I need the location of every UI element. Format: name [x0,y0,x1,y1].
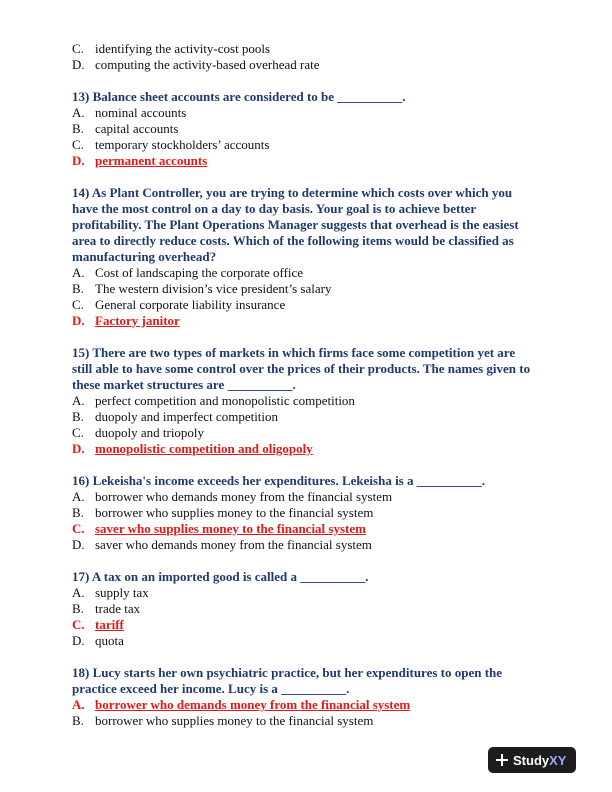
correct-answer [72,153,572,169]
option-letter: C. [72,617,85,632]
option-letter: A. [72,697,85,712]
option-letter: B. [72,409,84,424]
option-text: borrower who demands money from the financial system [95,697,411,712]
option-text: temporary stockholders’ accounts [95,137,270,152]
option-letter: B. [72,713,84,728]
option-text: duopoly and triopoly [95,425,205,440]
option-text: tariff [95,617,124,632]
option-text: The western division’s vice president’s salary [95,281,332,296]
option-d [72,633,572,649]
plus-icon [496,754,508,766]
option-letter: A. [72,265,85,280]
correct-answer [72,521,572,537]
question-17: 17) A tax on an imported good is called a __________. [72,569,369,584]
question-14-line: have the most control on a day to day basis. Your goal is to achieve better [72,201,477,216]
option-a [72,265,572,281]
option-d [72,537,572,553]
option-letter: D. [72,57,85,72]
option-letter: C. [72,297,84,312]
option-c [72,425,572,441]
correct-answer [72,441,572,457]
option-a [72,105,572,121]
question-14-line: 14) As Plant Controller, you are trying to determine which costs over which you [72,185,513,200]
option-text: capital accounts [95,121,179,136]
option-a [72,489,572,505]
option-text: Factory janitor [95,313,180,328]
question-14-line: manufacturing overhead? [72,249,217,264]
option-c [72,297,572,313]
option-text: permanent accounts [95,153,208,168]
option-text: General corporate liability insurance [95,297,286,312]
option-letter: A. [72,489,85,504]
option-c [72,41,572,57]
question-14-line: profitability. The Plant Operations Manager suggests that overhead is the easiest [72,217,519,232]
option-text: nominal accounts [95,105,187,120]
option-text: supply tax [95,585,149,600]
option-letter: C. [72,521,85,536]
option-text: quota [95,633,124,648]
brand-xy: XY [549,752,567,768]
question-13: 13) Balance sheet accounts are considered to be __________. [72,89,406,104]
option-text: borrower who demands money from the financial system [95,489,393,504]
option-letter: A. [72,585,85,600]
question-15-line: these market structures are __________. [72,377,296,392]
option-letter: C. [72,425,84,440]
option-letter: D. [72,537,85,552]
option-text: borrower who supplies money to the financial system [95,505,374,520]
option-c [72,137,572,153]
option-letter: C. [72,41,84,56]
option-text: monopolistic competition and oligopoly [95,441,313,456]
question-18-line: 18) Lucy starts her own psychiatric practice, but her expenditures to open the [72,665,503,680]
option-text: Cost of landscaping the corporate office [95,265,304,280]
option-b [72,713,572,729]
question-15-line: 15) There are two types of markets in which firms face some competition yet are [72,345,516,360]
option-text: identifying the activity-cost pools [95,41,271,56]
option-text: duopoly and imperfect competition [95,409,279,424]
option-letter: D. [72,441,85,456]
question-15-line: still able to have some control over the prices of their products. The names given to [72,361,531,376]
option-text: borrower who supplies money to the financial system [95,713,374,728]
option-d [72,57,572,73]
option-text: saver who demands money from the financial system [95,537,372,552]
option-b [72,601,572,617]
document-page [72,41,572,729]
brand-study: Study [513,752,550,768]
option-text: computing the activity-based overhead rate [95,57,320,72]
option-text: perfect competition and monopolistic competition [95,393,355,408]
option-b [72,281,572,297]
option-text: trade tax [95,601,141,616]
correct-answer [72,697,572,713]
question-18-line: practice exceed her income. Lucy is a __________. [72,681,350,696]
option-letter: D. [72,633,85,648]
option-letter: D. [72,153,85,168]
option-a [72,585,572,601]
option-letter: A. [72,393,85,408]
option-letter: C. [72,137,84,152]
studyxy-badge[interactable] [488,747,576,773]
option-letter: D. [72,313,85,328]
option-letter: B. [72,505,84,520]
option-letter: A. [72,105,85,120]
option-text: saver who supplies money to the financial system [95,521,366,536]
option-b [72,505,572,521]
option-a [72,393,572,409]
correct-answer [72,617,572,633]
question-16: 16) Lekeisha's income exceeds her expenditures. Lekeisha is a __________. [72,473,485,488]
option-letter: B. [72,121,84,136]
option-b [72,121,572,137]
option-b [72,409,572,425]
correct-answer [72,313,572,329]
option-letter: B. [72,281,84,296]
option-letter: B. [72,601,84,616]
question-14-line: area to directly reduce costs. Which of the following items would be classified as [72,233,514,248]
